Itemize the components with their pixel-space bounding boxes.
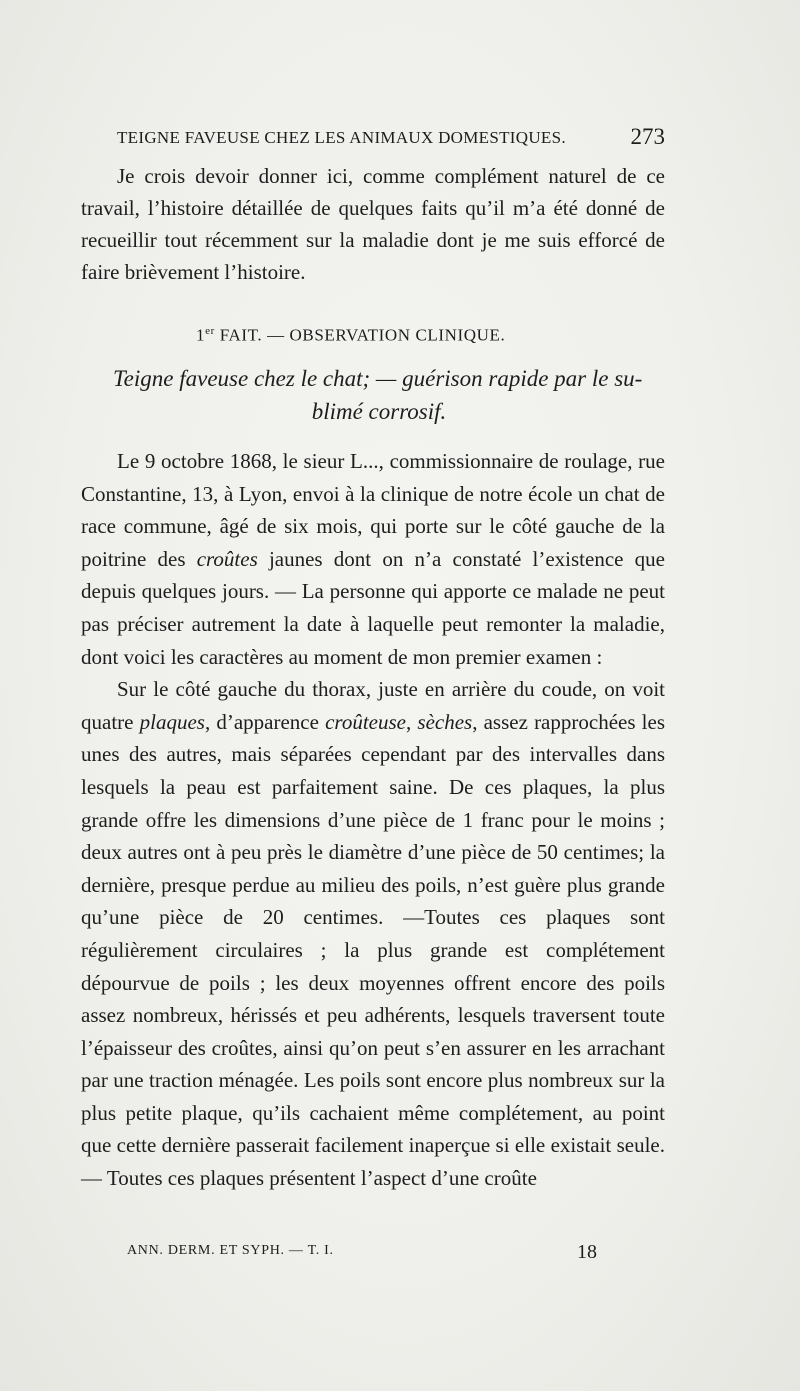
observation-p2-comma: , (405, 709, 418, 734)
observation-text (81, 445, 665, 1195)
observation-p2-emphasis-croute: croûteuse (325, 709, 406, 734)
observation-paragraph-1 (81, 445, 665, 673)
observation-p1-start: Le 9 octobre 1868, le sieur L..., commissionnaire de roulage, rue Constantine, 13, à Lyon, envoi à la clinique de notre école un chat de race commune, âgé de six mois, qui porte sur le côté gauche de la poitrine des (81, 449, 665, 571)
page-number: 273 (630, 124, 665, 149)
section-number: 1 (196, 325, 206, 345)
observation-p2-start: Sur le côté gauche du thorax, juste en arrière du coude, on voit quatre (81, 677, 665, 734)
case-title (113, 362, 665, 428)
journal-signature: ANN. DERM. ET SYPH. — T. I. (127, 1243, 334, 1258)
case-title-line-2: blimé corrosif. (311, 399, 447, 424)
intro-paragraph: Je crois devoir donner ici, comme complément naturel de ce travail, l’histoire détaillée de quelques faits qu’il m’a été donné de recueillir tout récemment sur la maladie dont je me suis efforcé de faire brièvement l’histoire. (81, 164, 665, 284)
page-footer (127, 1241, 597, 1267)
intro-text (81, 161, 665, 289)
observation-paragraph-2 (81, 673, 665, 1195)
running-title: TEIGNE FAVEUSE CHEZ LES ANIMAUX DOMESTIQUES. (117, 128, 566, 147)
observation-p2-end: , assez rapprochées les unes des autres, mais séparées cependant par des intervalles dans lesquels la peau est parfaitement saine. De ces plaques, la plus grande offre les dimensions d’une pièce de 1 franc pour le moins ; deux autres ont à peu près le diamètre d’une pièce de 50 centimes; la dernière, presque perdue au milieu des poils, n’est guère plus grande qu’une pièce de 20 centimes. —Toutes ces plaques sont régulièrement circulaires ; la plus grande est complétement dépourvue de poils ; les deux moyennes offrent encore des poils assez nombreux, hérissés et peu adhérents, lesquels traversent toute l’épaisseur des croûtes, ainsi qu’on peut s’en assurer en les arrachant par une traction ménagée. Les poils sont encore plus nombreux sur la plus petite plaque, qu’ils cachaient même complétement, au point que cette dernière passerait facilement inaperçue si elle existait seule. — Toutes ces plaques présentent l’aspect d’une croûte (81, 709, 665, 1191)
observation-p2-emphasis-seches: sèches (417, 709, 473, 734)
section-ordinal-suffix: er (205, 325, 215, 337)
observation-p1-end: jaunes dont on n’a constaté l’existence que depuis quelques jours. — La personne qui apporte ce malade ne peut pas préciser autrement la date à laquelle peut remonter la maladie, dont voici les caractères au moment de mon premier examen : (81, 546, 665, 669)
observation-p1-emphasis: croûtes (196, 546, 258, 571)
observation-p2-middle: , d’apparence (204, 709, 326, 734)
section-heading (196, 325, 505, 346)
page-header (117, 124, 665, 158)
case-title-line-1: Teigne faveuse chez le chat; — guérison rapide par le su- (113, 366, 643, 391)
observation-p2-emphasis-plaques: plaques (139, 709, 205, 734)
signature-number: 18 (577, 1241, 597, 1263)
section-label: FAIT. — OBSERVATION CLINIQUE. (219, 325, 506, 345)
